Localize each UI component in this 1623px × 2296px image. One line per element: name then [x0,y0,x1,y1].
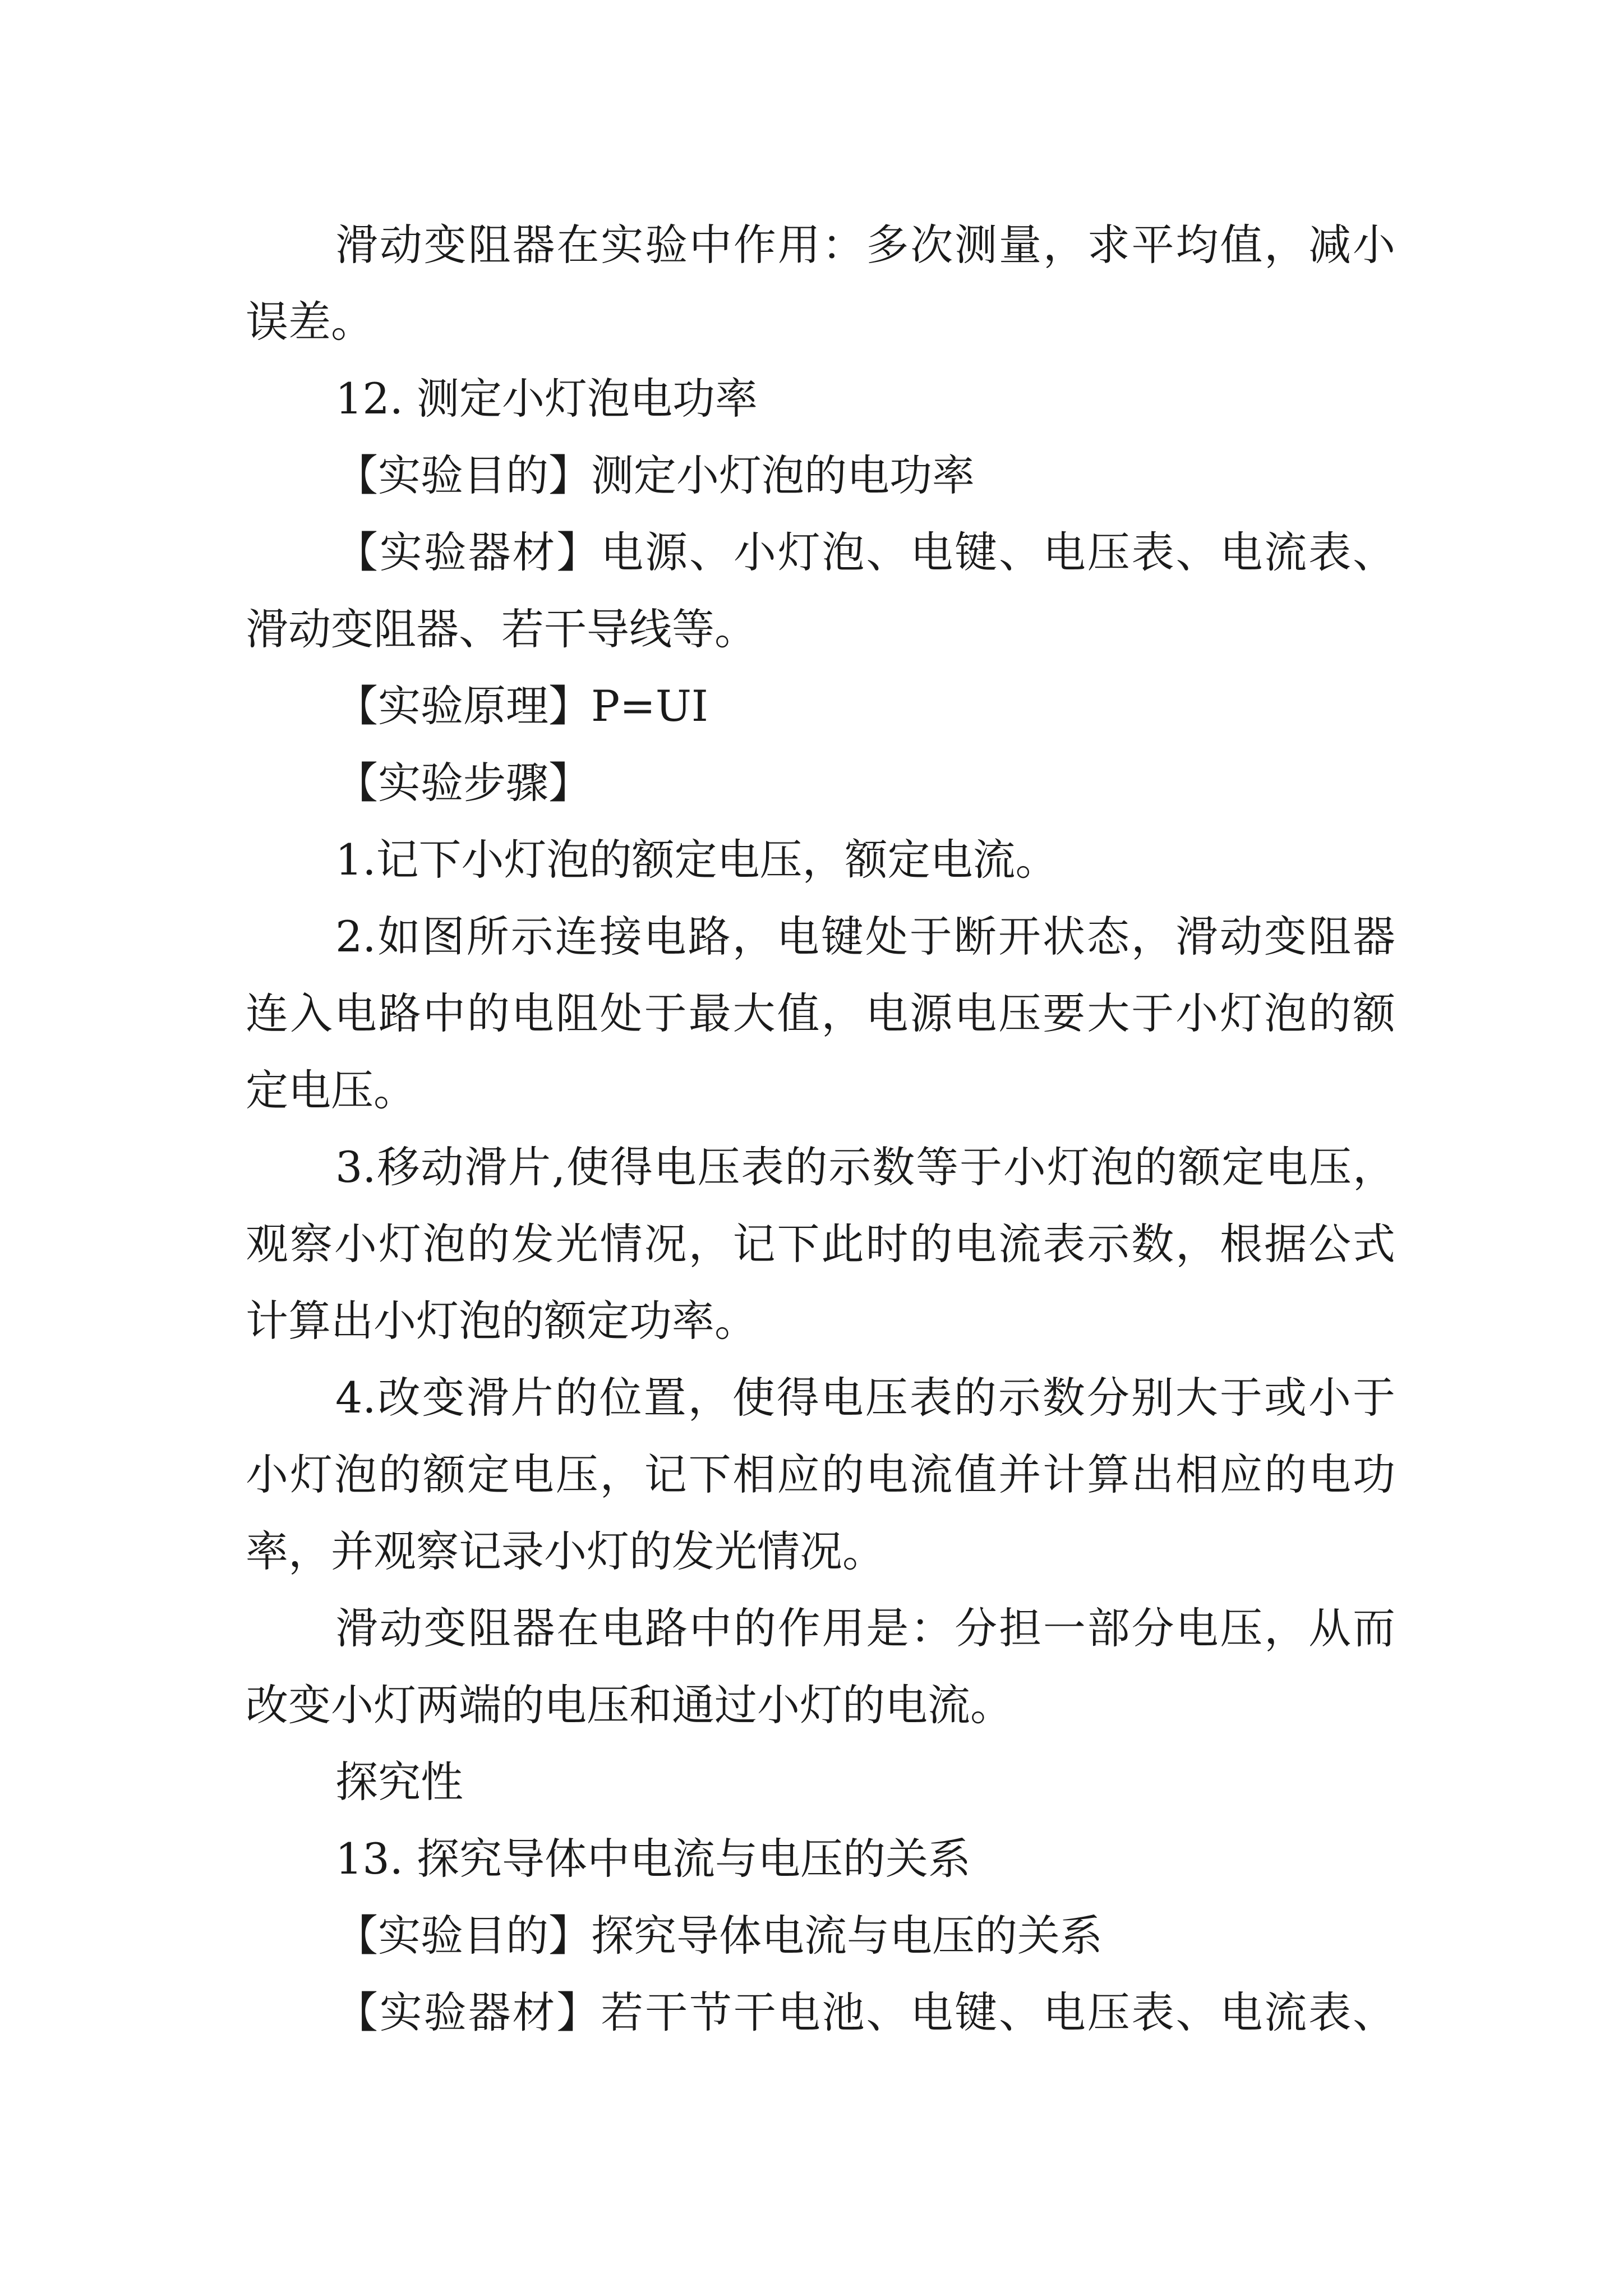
text-line: 4.改变滑片的位置，使得电压表的示数分别大于或小于 [335,1373,1395,1423]
text-line: 1.记下小灯泡的额定电压，额定电流。 [335,835,1058,885]
text-line: 率，并观察记录小灯的发光情况。 [246,1526,885,1576]
text-line: 改变小灯两端的电压和通过小灯的电流。 [246,1680,1013,1730]
text-line: 3.移动滑片,使得电压表的示数等于小灯泡的额定电压， [335,1142,1395,1192]
text-line: 【实验器材】电源、小灯泡、电键、电压表、电流表、 [335,527,1395,577]
text-line: 计算出小灯泡的额定功率。 [246,1296,757,1346]
text-line: 观察小灯泡的发光情况，记下此时的电流表示数，根据公式 [246,1219,1395,1269]
text-line: 滑动变阻器、若干导线等。 [246,604,757,654]
section-heading: 12. 测定小灯泡电功率 [335,374,758,424]
text-line: 【实验目的】探究导体电流与电压的关系 [335,1911,1103,1961]
text-line: 【实验目的】测定小灯泡的电功率 [335,450,975,500]
text-line: 【实验器材】若干节干电池、电键、电压表、电流表、 [335,1987,1395,2037]
document-body [246,206,1395,2051]
text-line: 定电压。 [246,1065,416,1115]
text-line: 滑动变阻器在实验中作用：多次测量，求平均值，减小 [335,220,1395,270]
text-line: 连入电路中的电阻处于最大值，电源电压要大于小灯泡的额 [246,988,1395,1038]
section-heading: 探究性 [335,1757,463,1807]
text-line: 2.如图所示连接电路，电键处于断开状态，滑动变阻器 [335,912,1395,961]
text-line: 误差。 [246,297,374,347]
text-line: 小灯泡的额定电压，记下相应的电流值并计算出相应的电功 [246,1450,1395,1499]
section-heading: 13. 探究导体中电流与电压的关系 [335,1834,971,1884]
text-line: 滑动变阻器在电路中的作用是：分担一部分电压，从而 [335,1603,1395,1653]
text-line: 【实验步骤】 [335,758,591,808]
text-line: 【实验原理】P=UI [335,681,708,731]
